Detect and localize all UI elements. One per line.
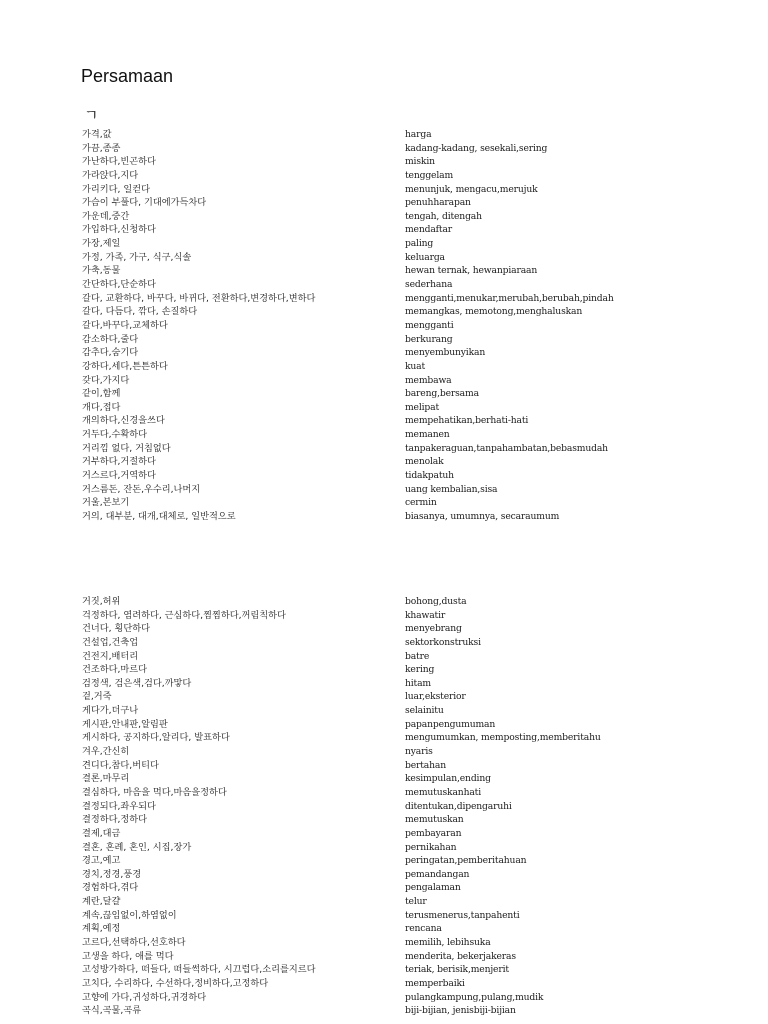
korean-term: 가라앉다,지다 <box>82 169 139 181</box>
indonesian-translation: paling <box>405 238 434 250</box>
vocab-row <box>0 813 768 827</box>
indonesian-translation: peringatan,pemberitahuan <box>405 855 527 867</box>
vocab-row <box>0 909 768 923</box>
indonesian-translation: tidakpatuh <box>405 470 454 482</box>
korean-term: 감소하다,줄다 <box>82 333 139 345</box>
indonesian-translation: menyebrang <box>405 623 462 635</box>
korean-term: 거리낌 없다, 거침없다 <box>82 442 171 454</box>
indonesian-translation: hewan ternak, hewanpiaraan <box>405 265 538 277</box>
indonesian-translation: hitam <box>405 677 431 689</box>
vocab-row <box>0 401 768 415</box>
korean-term: 고향에 가다,귀성하다,귀경하다 <box>82 991 207 1003</box>
indonesian-translation: memangkas, memotong,menghaluskan <box>405 306 583 318</box>
vocab-row <box>0 745 768 759</box>
korean-term: 겨우,간신히 <box>82 746 130 758</box>
korean-term: 간단하다,단순하다 <box>82 279 156 291</box>
indonesian-translation: biasanya, umumnya, secaraumum <box>405 510 560 522</box>
korean-term: 거짓,허위 <box>82 596 121 607</box>
vocab-row <box>0 223 768 237</box>
indonesian-translation: menyembunyikan <box>405 347 486 359</box>
indonesian-translation: telur <box>405 896 427 908</box>
indonesian-translation: khawatir <box>405 609 446 621</box>
vocab-row <box>0 387 768 401</box>
vocab-row <box>0 663 768 677</box>
vocab-row <box>0 622 768 636</box>
korean-term: 건전지,배터리 <box>82 650 139 662</box>
indonesian-translation: mendaftar <box>405 224 453 236</box>
vocab-row <box>0 800 768 814</box>
indonesian-translation: harga <box>405 129 432 140</box>
indonesian-translation: memutuskan <box>405 814 464 826</box>
korean-term: 거울,본보기 <box>82 497 130 509</box>
indonesian-translation: kadang-kadang, sesekali,sering <box>405 142 548 154</box>
vocab-row <box>0 609 768 623</box>
indonesian-translation: terusmenerus,tanpahenti <box>405 909 520 921</box>
korean-term: 경고,예고 <box>82 855 121 867</box>
korean-term: 거스름돈, 잔돈,우수리,나머지 <box>82 483 201 495</box>
indonesian-translation: batre <box>405 650 430 662</box>
korean-term: 계란,달걀 <box>82 896 121 908</box>
korean-term: 거스르다,거역하다 <box>82 470 156 482</box>
vocab-row <box>0 636 768 650</box>
korean-term: 개의하다,신경을쓰다 <box>82 415 165 427</box>
vocab-row <box>0 496 768 510</box>
vocab-row <box>0 718 768 732</box>
korean-term: 가격,값 <box>82 129 112 140</box>
vocab-row <box>0 264 768 278</box>
korean-term: 거두다,수확하다 <box>82 429 148 441</box>
page-title: Persamaan <box>81 66 174 86</box>
vocab-row <box>0 414 768 428</box>
korean-term: 건설업,건축업 <box>82 636 139 648</box>
korean-term: 거의, 대부분, 대개,대체로, 일반적으로 <box>82 510 236 522</box>
vocab-row <box>0 868 768 882</box>
indonesian-translation: kesimpulan,ending <box>405 773 491 785</box>
vocab-row <box>0 346 768 360</box>
vocab-row <box>0 128 768 142</box>
vocab-row <box>0 881 768 895</box>
indonesian-translation: bertahan <box>405 759 446 771</box>
indonesian-translation: cermin <box>405 497 437 509</box>
vocab-row <box>0 690 768 704</box>
indonesian-translation: mengumumkan, memposting,memberitahu <box>405 732 601 744</box>
korean-term: 가축,동물 <box>82 265 121 277</box>
vocab-row <box>0 950 768 964</box>
indonesian-translation: keluarga <box>405 251 445 263</box>
indonesian-translation: tengah, ditengah <box>405 210 482 222</box>
vocab-row <box>0 251 768 265</box>
korean-term: 가정, 가족, 가구, 식구,식솔 <box>82 251 192 263</box>
vocab-row <box>0 155 768 169</box>
indonesian-translation: pernikahan <box>405 841 457 853</box>
korean-term: 계획,예정 <box>82 923 121 935</box>
korean-term: 가슴이 부풀다, 기대에가득차다 <box>82 197 207 209</box>
korean-term: 건너다, 횡단하다 <box>82 623 150 635</box>
vocab-row <box>0 991 768 1005</box>
korean-term: 검정색, 검은색,검다,까맣다 <box>82 677 192 689</box>
vocab-row <box>0 1004 768 1018</box>
vocab-row <box>0 895 768 909</box>
indonesian-translation: memutuskanhati <box>405 786 481 798</box>
vocab-row <box>0 428 768 442</box>
korean-term: 경치,정경,풍경 <box>82 868 142 880</box>
vocab-row <box>0 841 768 855</box>
indonesian-translation: pulangkampung,pulang,mudik <box>405 991 544 1003</box>
vocab-list-2 <box>0 595 768 1018</box>
indonesian-translation: luar,eksterior <box>405 691 466 703</box>
korean-term: 걱정하다, 염려하다, 근심하다,찜찜하다,꺼림칙하다 <box>82 609 286 621</box>
vocab-row <box>0 704 768 718</box>
indonesian-translation: mengganti,menukar,merubah,berubah,pindah <box>405 292 614 304</box>
vocab-row <box>0 650 768 664</box>
vocab-row <box>0 278 768 292</box>
korean-term: 갈다,바꾸다,교체하다 <box>82 319 168 331</box>
indonesian-translation: miskin <box>405 156 435 168</box>
korean-term: 갖다,가지다 <box>82 374 130 386</box>
korean-term: 가입하다,신청하다 <box>82 224 156 236</box>
korean-term: 결론,마무리 <box>82 773 130 785</box>
indonesian-translation: memanen <box>405 429 450 441</box>
korean-term: 고르다,선택하다,선호하다 <box>82 937 186 949</box>
indonesian-translation: berkurang <box>405 333 453 345</box>
indonesian-translation: ditentukan,dipengaruhi <box>405 800 512 812</box>
korean-term: 결혼, 혼례, 혼인, 시집,장가 <box>82 841 192 853</box>
korean-term: 계속,끊임없이,하염없이 <box>82 909 177 921</box>
vocab-row <box>0 595 768 609</box>
korean-term: 견디다,참다,버티다 <box>82 759 159 771</box>
indonesian-translation: sederhana <box>405 279 453 291</box>
indonesian-translation: memilih, lebihsuka <box>405 937 491 949</box>
vocab-row <box>0 469 768 483</box>
korean-term: 거부하다,거절하다 <box>82 456 156 468</box>
vocab-row <box>0 319 768 333</box>
korean-term: 경험하다,겪다 <box>82 882 139 894</box>
korean-term: 같이,함께 <box>82 388 121 400</box>
korean-term: 결정하다,정하다 <box>82 814 148 826</box>
vocab-row <box>0 210 768 224</box>
korean-term: 가난하다,빈곤하다 <box>82 156 156 168</box>
indonesian-translation: teriak, berisik,menjerit <box>405 964 509 976</box>
korean-term: 강하다,세다,튼튼하다 <box>82 360 168 372</box>
indonesian-translation: penuhharapan <box>405 197 471 209</box>
korean-term: 개다,접다 <box>82 401 121 413</box>
vocab-row <box>0 305 768 319</box>
vocab-row <box>0 827 768 841</box>
korean-term: 건조하다,마르다 <box>82 664 148 676</box>
korean-term: 결제,대금 <box>82 827 121 839</box>
vocab-row <box>0 333 768 347</box>
indonesian-translation: pembayaran <box>405 827 462 839</box>
indonesian-translation: memperbaiki <box>405 977 465 989</box>
vocab-row <box>0 237 768 251</box>
vocab-row <box>0 977 768 991</box>
korean-term: 가운데,중간 <box>82 210 130 222</box>
section-letter: ㄱ <box>84 106 99 124</box>
indonesian-translation: menunjuk, mengacu,merujuk <box>405 183 538 195</box>
indonesian-translation: membawa <box>405 374 452 386</box>
indonesian-translation: tenggelam <box>405 169 454 181</box>
indonesian-translation: menderita, bekerjakeras <box>405 950 516 962</box>
vocab-row <box>0 854 768 868</box>
indonesian-translation: bohong,dusta <box>405 596 467 607</box>
korean-term: 겉,거죽 <box>82 691 112 703</box>
korean-term: 게시하다, 공지하다,알리다, 발표하다 <box>82 732 230 744</box>
vocab-row <box>0 483 768 497</box>
indonesian-translation: menolak <box>405 456 444 468</box>
vocab-row <box>0 731 768 745</box>
vocab-row <box>0 759 768 773</box>
vocab-row <box>0 677 768 691</box>
indonesian-translation: rencana <box>405 923 442 935</box>
vocab-row <box>0 169 768 183</box>
korean-term: 게시판,안내판,알림판 <box>82 718 168 730</box>
korean-term: 가리키다, 일컫다 <box>82 183 150 195</box>
indonesian-translation: melipat <box>405 401 440 413</box>
indonesian-translation: kering <box>405 664 435 676</box>
vocab-row <box>0 786 768 800</box>
indonesian-translation: biji-bijian, jenisbiji-bijian <box>405 1005 516 1017</box>
korean-term: 게다가,더구나 <box>82 705 139 717</box>
korean-term: 가끔,종종 <box>82 142 121 154</box>
vocab-row <box>0 442 768 456</box>
korean-term: 결정되다,좌우되다 <box>82 800 156 812</box>
indonesian-translation: tanpakeraguan,tanpahambatan,bebasmudah <box>405 442 608 454</box>
indonesian-translation: nyaris <box>405 746 433 758</box>
korean-term: 곡식,곡물,곡류 <box>82 1005 142 1017</box>
indonesian-translation: selainitu <box>405 705 444 717</box>
indonesian-translation: sektorkonstruksi <box>405 636 481 648</box>
korean-term: 결심하다, 마음을 먹다,마음을정하다 <box>82 786 227 798</box>
vocab-row <box>0 360 768 374</box>
indonesian-translation: kuat <box>405 360 426 372</box>
korean-term: 감추다,숨기다 <box>82 347 139 359</box>
korean-term: 고성방가하다, 떠들다, 떠들썩하다, 시끄럽다,소리를지르다 <box>82 964 316 976</box>
vocab-row <box>0 455 768 469</box>
vocab-row <box>0 510 768 524</box>
korean-term: 갈다, 교환하다, 바꾸다, 바뀌다, 전환하다,변경하다,변하다 <box>82 292 316 304</box>
indonesian-translation: pemandangan <box>405 868 470 880</box>
vocab-row <box>0 772 768 786</box>
vocab-row <box>0 963 768 977</box>
indonesian-translation: mengganti <box>405 319 454 331</box>
korean-term: 갈다, 다듬다, 깎다, 손질하다 <box>82 306 198 318</box>
vocab-row <box>0 922 768 936</box>
vocab-list-1 <box>0 128 768 524</box>
vocab-row <box>0 196 768 210</box>
indonesian-translation: bareng,bersama <box>405 388 479 400</box>
korean-term: 고생을 하다, 애를 먹다 <box>82 950 174 962</box>
vocab-row <box>0 142 768 156</box>
indonesian-translation: papanpengumuman <box>405 718 496 730</box>
korean-term: 가장,제일 <box>82 238 121 250</box>
vocab-row <box>0 292 768 306</box>
vocab-row <box>0 936 768 950</box>
vocab-row <box>0 374 768 388</box>
indonesian-translation: mempehatikan,berhati-hati <box>405 415 529 427</box>
indonesian-translation: uang kembalian,sisa <box>405 483 498 495</box>
vocab-row <box>0 183 768 197</box>
korean-term: 고치다, 수리하다, 수선하다,정비하다,고정하다 <box>82 977 269 989</box>
indonesian-translation: pengalaman <box>405 882 461 894</box>
